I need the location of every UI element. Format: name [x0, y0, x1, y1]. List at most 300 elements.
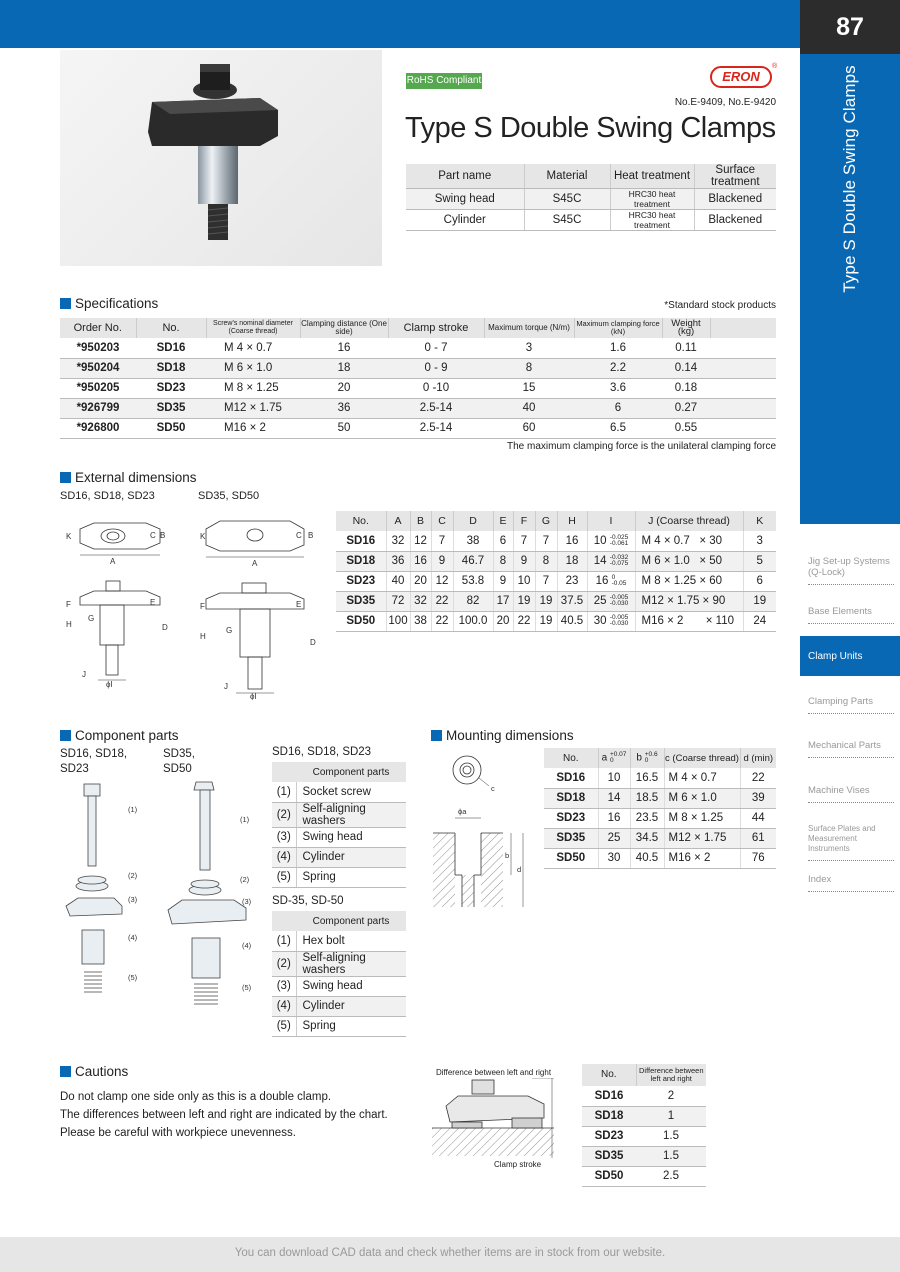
spec-cell: 36 [300, 398, 388, 418]
spec-cell: M 6 × 1.0 [206, 358, 300, 378]
comp-header: Component parts [296, 911, 406, 931]
svg-text:K: K [200, 532, 206, 541]
component-table-large [272, 911, 406, 1037]
spec-header: Order No. [60, 318, 136, 338]
clamp-stroke-label: Clamp stroke [494, 1160, 542, 1169]
table-row [272, 782, 406, 802]
mount-cell: M 4 × 0.7 [664, 768, 740, 788]
dim-cell: 23 [557, 571, 587, 591]
diff-header: No. [582, 1064, 636, 1086]
mount-header: a +0.07 0 [598, 748, 630, 768]
mount-cell: SD35 [544, 828, 598, 848]
component-table-small [272, 762, 406, 888]
external-dimensions-table [336, 511, 776, 632]
dim-cell: SD50 [336, 611, 386, 631]
external-label-large: SD35, SD50 [198, 490, 260, 502]
mount-cell: SD18 [544, 788, 598, 808]
component-table2-title: SD-35, SD-50 [272, 895, 344, 907]
comp-header: Component parts [296, 762, 406, 782]
spec-cell: 0.55 [662, 418, 710, 438]
dim-cell: 8 [535, 551, 557, 571]
table-row [336, 611, 776, 631]
mount-cell: 16.5 [630, 768, 664, 788]
material-cell: S45C [524, 210, 610, 231]
svg-text:C: C [296, 531, 302, 540]
dim-cell: 100.0 [453, 611, 493, 631]
comp-cell: (3) [272, 827, 296, 847]
table-row [336, 531, 776, 551]
table-row [272, 951, 406, 976]
dim-header: C [431, 511, 453, 531]
comp-cell: Self-aligning washers [296, 951, 406, 976]
dim-cell: 10 -0.025 -0.061 [587, 531, 635, 551]
nav-machine-vises[interactable]: Machine Vises [808, 785, 894, 803]
dim-cell: 19 [743, 591, 776, 611]
dim-cell: 19 [513, 591, 535, 611]
svg-text:b: b [505, 851, 510, 860]
mount-cell: 76 [740, 848, 776, 868]
svg-text:C: C [150, 531, 156, 540]
dim-header: No. [336, 511, 386, 531]
comp-cell: (1) [272, 931, 296, 951]
mounting-table [544, 748, 776, 869]
vertical-title: Type S Double Swing Clamps [840, 65, 859, 293]
dim-cell: 16 [410, 551, 431, 571]
table-row [272, 827, 406, 847]
material-cell: Cylinder [406, 210, 524, 231]
page-title: Type S Double Swing Clamps [405, 112, 776, 144]
svg-text:(4): (4) [128, 933, 138, 942]
external-dimension-drawing [58, 505, 330, 700]
specifications-heading: Specifications [60, 296, 158, 311]
comp-cell: (5) [272, 867, 296, 887]
dim-header: D [453, 511, 493, 531]
nav-clamping-parts[interactable]: Clamping Parts [808, 696, 894, 714]
spec-header: Maximum torque (N/m) [484, 318, 574, 338]
svg-text:A: A [252, 559, 258, 568]
spec-cell: 3 [484, 338, 574, 358]
cautions-text [60, 1088, 388, 1142]
mount-cell: 61 [740, 828, 776, 848]
external-dimensions-heading: External dimensions [60, 470, 197, 485]
dim-cell: SD35 [336, 591, 386, 611]
caution-drawing [432, 1078, 562, 1158]
svg-text:D: D [310, 638, 316, 647]
nav-surface-plates[interactable]: Surface Plates and Measurement Instruments [808, 824, 894, 861]
mounting-dimensions-heading: Mounting dimensions [431, 728, 574, 743]
mount-cell: 39 [740, 788, 776, 808]
table-row [582, 1146, 706, 1166]
mount-cell: 14 [598, 788, 630, 808]
mount-cell: 16 [598, 808, 630, 828]
table-row [336, 551, 776, 571]
spec-cell: *950204 [60, 358, 136, 378]
table-row [272, 931, 406, 951]
component-exploded-drawing [60, 780, 270, 1020]
spec-cell: 60 [484, 418, 574, 438]
dim-cell: 46.7 [453, 551, 493, 571]
nav-clamp-units[interactable]: Clamp Units [800, 636, 900, 676]
dim-cell: 20 [493, 611, 513, 631]
spec-cell: 2.2 [574, 358, 662, 378]
dim-cell: 40 [386, 571, 410, 591]
spec-footnote: The maximum clamping force is the unilateral clamping force [507, 441, 776, 452]
table-row [544, 808, 776, 828]
dim-cell: 72 [386, 591, 410, 611]
diff-cell: 1.5 [636, 1126, 706, 1146]
mount-header: b +0.6 0 [630, 748, 664, 768]
dim-cell: 18 [557, 551, 587, 571]
svg-text:(4): (4) [242, 941, 252, 950]
material-table [406, 164, 776, 231]
mount-cell: M16 × 2 [664, 848, 740, 868]
dim-cell: 14 -0.032 -0.075 [587, 551, 635, 571]
dim-cell: 22 [431, 611, 453, 631]
dim-cell: 12 [410, 531, 431, 551]
dim-cell: 53.8 [453, 571, 493, 591]
dim-cell: 32 [410, 591, 431, 611]
nav-index[interactable]: Index [808, 874, 894, 892]
svg-text:D: D [162, 623, 168, 632]
svg-text:ϕI: ϕI [106, 680, 113, 689]
diff-cell: 2 [636, 1086, 706, 1106]
nav-jig-setup[interactable]: Jig Set-up Systems (Q-Lock) [808, 556, 894, 585]
dim-cell: 22 [513, 611, 535, 631]
dim-cell: M 6 × 1.0 × 50 [635, 551, 743, 571]
material-cell: Blackened [694, 210, 776, 231]
dim-cell: 3 [743, 531, 776, 551]
spec-cell: SD50 [136, 418, 206, 438]
material-header: Material [524, 164, 610, 189]
spec-cell: 0.14 [662, 358, 710, 378]
mount-cell: 44 [740, 808, 776, 828]
mount-cell: 23.5 [630, 808, 664, 828]
mount-cell: M 8 × 1.25 [664, 808, 740, 828]
dim-cell: 9 [431, 551, 453, 571]
dim-cell: M12 × 1.75 × 90 [635, 591, 743, 611]
eron-logo: ERON [710, 66, 772, 88]
rohs-badge: RoHS Compliant [406, 73, 482, 89]
comp-cell: Cylinder [296, 847, 406, 867]
spec-header: Clamping distance (One side) [301, 319, 387, 336]
svg-text:H: H [200, 632, 206, 641]
diff-cell: SD50 [582, 1166, 636, 1186]
dim-cell: 8 [493, 551, 513, 571]
dim-cell: 22 [431, 591, 453, 611]
spec-cell: 16 [300, 338, 388, 358]
caution-line: Please be careful with workpiece unevenness. [60, 1127, 296, 1139]
spec-header: Clamp stroke [388, 318, 484, 338]
svg-text:(1): (1) [240, 815, 250, 824]
mount-header: No. [544, 748, 598, 768]
mount-cell: M12 × 1.75 [664, 828, 740, 848]
mount-cell: 25 [598, 828, 630, 848]
svg-text:(2): (2) [240, 875, 250, 884]
dim-header: G [535, 511, 557, 531]
mount-header: d (min) [740, 748, 776, 768]
comp-cell: Spring [296, 1016, 406, 1036]
spec-cell: 18 [300, 358, 388, 378]
dim-cell: 6 [743, 571, 776, 591]
dim-cell: 30 -0.005 -0.030 [587, 611, 635, 631]
comp-cell: Swing head [296, 827, 406, 847]
specifications-table [60, 318, 776, 439]
dim-cell: 25 -0.005 -0.030 [587, 591, 635, 611]
spec-cell: 0.11 [662, 338, 710, 358]
mount-cell: 40.5 [630, 848, 664, 868]
svg-text:(1): (1) [128, 805, 138, 814]
dim-cell: M 4 × 0.7 × 30 [635, 531, 743, 551]
spec-cell: M 8 × 1.25 [206, 378, 300, 398]
spec-cell: *926800 [60, 418, 136, 438]
table-row [272, 976, 406, 996]
dim-cell: 6 [493, 531, 513, 551]
spec-cell: 2.5-14 [388, 398, 484, 418]
dim-header: E [493, 511, 513, 531]
table-row [582, 1166, 706, 1186]
table-row [60, 358, 776, 378]
dim-header: F [513, 511, 535, 531]
svg-text:E: E [296, 600, 302, 609]
svg-text:H: H [66, 620, 72, 629]
spec-header: Screw's nominal diameter (Coarse thread) [206, 318, 300, 338]
dim-cell: M16 × 2 × 110 [635, 611, 743, 631]
table-row [60, 418, 776, 438]
comp-cell: (4) [272, 996, 296, 1016]
mount-header: c (Coarse thread) [664, 748, 740, 768]
table-row [544, 828, 776, 848]
dim-cell: M 8 × 1.25 × 60 [635, 571, 743, 591]
dim-header: K [743, 511, 776, 531]
table-row [582, 1106, 706, 1126]
svg-text:d: d [517, 865, 522, 874]
svg-text:B: B [160, 531, 166, 540]
table-row [60, 378, 776, 398]
spec-cell: 20 [300, 378, 388, 398]
svg-text:ϕI: ϕI [250, 692, 257, 700]
spec-header: No. [136, 318, 206, 338]
spec-cell: 8 [484, 358, 574, 378]
mount-cell: SD23 [544, 808, 598, 828]
svg-text:B: B [308, 531, 314, 540]
spec-cell: *926799 [60, 398, 136, 418]
svg-text:J: J [224, 682, 228, 691]
mount-cell: 10 [598, 768, 630, 788]
dim-cell: 7 [535, 571, 557, 591]
comp-cell: Spring [296, 867, 406, 887]
component-table1-title: SD16, SD18, SD23 [272, 746, 372, 758]
diff-cell: SD16 [582, 1086, 636, 1106]
table-row [60, 338, 776, 358]
svg-text:ϕa: ϕa [458, 807, 467, 816]
svg-text:J: J [82, 670, 86, 679]
diff-cell: 1 [636, 1106, 706, 1126]
spec-cell: 0 -10 [388, 378, 484, 398]
material-cell: HRC30 heat treatment [610, 210, 694, 231]
comp-cell: Hex bolt [296, 931, 406, 951]
table-row [336, 571, 776, 591]
part-numbers: No.E-9409, No.E-9420 [674, 97, 776, 108]
diff-cell: 2.5 [636, 1166, 706, 1186]
dim-cell: SD16 [336, 531, 386, 551]
dim-cell: 32 [386, 531, 410, 551]
mounting-drawing [431, 748, 541, 913]
mount-cell: M 6 × 1.0 [664, 788, 740, 808]
nav-base-elements[interactable]: Base Elements [808, 606, 894, 624]
dim-cell: 7 [431, 531, 453, 551]
table-row [60, 398, 776, 418]
comp-cell: Socket screw [296, 782, 406, 802]
dim-cell: 100 [386, 611, 410, 631]
comp-cell: Self-aligning washers [296, 802, 406, 827]
table-row [544, 848, 776, 868]
table-row [336, 591, 776, 611]
spec-cell: 0.18 [662, 378, 710, 398]
dim-header: A [386, 511, 410, 531]
dim-cell: 38 [410, 611, 431, 631]
spec-cell: 0.27 [662, 398, 710, 418]
top-bar [0, 0, 800, 48]
svg-text:G: G [226, 626, 233, 635]
material-header: Heat treatment [610, 164, 694, 189]
mount-cell: SD50 [544, 848, 598, 868]
dim-cell: 82 [453, 591, 493, 611]
dim-header: H [557, 511, 587, 531]
mount-cell: 34.5 [630, 828, 664, 848]
material-cell: Blackened [694, 189, 776, 210]
difference-table [582, 1064, 706, 1187]
mount-cell: SD16 [544, 768, 598, 788]
external-label-small: SD16, SD18, SD23 [60, 490, 155, 502]
caution-line: Do not clamp one side only as this is a double clamp. [60, 1091, 332, 1103]
spec-cell: M16 × 2 [206, 418, 300, 438]
spec-cell: 0 - 7 [388, 338, 484, 358]
dim-cell: 17 [493, 591, 513, 611]
component-label-large: SD35, SD50 [163, 748, 195, 775]
stock-note: *Standard stock products [664, 300, 776, 311]
spec-cell: 1.6 [574, 338, 662, 358]
dim-cell: SD23 [336, 571, 386, 591]
component-label-small: SD16, SD18, SD23 [60, 748, 128, 775]
comp-cell: Cylinder [296, 996, 406, 1016]
table-row [272, 867, 406, 887]
comp-cell: (5) [272, 1016, 296, 1036]
svg-text:(2): (2) [128, 871, 138, 880]
spec-cell: 15 [484, 378, 574, 398]
dim-cell: SD18 [336, 551, 386, 571]
comp-cell: Swing head [296, 976, 406, 996]
dim-cell: 36 [386, 551, 410, 571]
svg-text:F: F [66, 600, 71, 609]
spec-header: Maximum clamping force (kN) [574, 318, 662, 338]
spec-cell: M12 × 1.75 [206, 398, 300, 418]
table-row [272, 996, 406, 1016]
spec-cell: 3.6 [574, 378, 662, 398]
svg-text:E: E [150, 598, 156, 607]
diff-label: Difference between left and right [436, 1068, 552, 1077]
dim-cell: 40.5 [557, 611, 587, 631]
dim-cell: 16 [557, 531, 587, 551]
table-row [272, 847, 406, 867]
comp-cell: (2) [272, 802, 296, 827]
diff-cell: SD35 [582, 1146, 636, 1166]
spec-cell: SD35 [136, 398, 206, 418]
mount-cell: 18.5 [630, 788, 664, 808]
spec-cell: 50 [300, 418, 388, 438]
cautions-heading: Cautions [60, 1064, 128, 1079]
spec-cell: 40 [484, 398, 574, 418]
diff-cell: SD18 [582, 1106, 636, 1126]
dim-cell: 16 0 -0.05 [587, 571, 635, 591]
dim-cell: 12 [431, 571, 453, 591]
spec-cell: 2.5-14 [388, 418, 484, 438]
spec-cell: 6.5 [574, 418, 662, 438]
diff-cell: 1.5 [636, 1146, 706, 1166]
dim-cell: 24 [743, 611, 776, 631]
dim-cell: 5 [743, 551, 776, 571]
svg-text:(3): (3) [242, 897, 252, 906]
component-parts-heading: Component parts [60, 728, 179, 743]
svg-text:K: K [66, 532, 72, 541]
spec-cell: 0 - 9 [388, 358, 484, 378]
dim-cell: 9 [513, 551, 535, 571]
svg-text:A: A [110, 557, 116, 566]
dim-cell: 19 [535, 611, 557, 631]
table-row [544, 768, 776, 788]
spec-cell: SD18 [136, 358, 206, 378]
mount-cell: 22 [740, 768, 776, 788]
dim-header: B [410, 511, 431, 531]
dim-header: I [587, 511, 635, 531]
dim-cell: 19 [535, 591, 557, 611]
svg-text:F: F [200, 602, 205, 611]
dim-header: J (Coarse thread) [635, 511, 743, 531]
dim-cell: 37.5 [557, 591, 587, 611]
spec-cell: *950205 [60, 378, 136, 398]
dim-cell: 7 [513, 531, 535, 551]
table-row [582, 1126, 706, 1146]
dim-cell: 7 [535, 531, 557, 551]
svg-text:(5): (5) [128, 973, 138, 982]
table-row [544, 788, 776, 808]
svg-text:c: c [491, 784, 495, 793]
material-cell: S45C [524, 189, 610, 210]
svg-text:(3): (3) [128, 895, 138, 904]
diff-cell: SD23 [582, 1126, 636, 1146]
page-number: 87 [800, 0, 900, 54]
spec-cell: M 4 × 0.7 [206, 338, 300, 358]
spec-cell: SD16 [136, 338, 206, 358]
svg-text:G: G [88, 614, 95, 623]
nav-mechanical-parts[interactable]: Mechanical Parts [808, 740, 894, 758]
comp-cell: (2) [272, 951, 296, 976]
material-header: Surface treatment [694, 164, 776, 189]
caution-line: The differences between left and right are indicated by the chart. [60, 1109, 388, 1121]
product-photo [60, 50, 382, 266]
spec-header: Weight (kg) [662, 318, 710, 338]
material-cell: Swing head [406, 189, 524, 210]
table-row [582, 1086, 706, 1106]
footer-note: You can download CAD data and check whether items are in stock from our website. [0, 1237, 900, 1272]
spec-cell: *950203 [60, 338, 136, 358]
dim-cell: 9 [493, 571, 513, 591]
dim-cell: 10 [513, 571, 535, 591]
registered-mark: ® [772, 63, 778, 70]
material-header: Part name [406, 164, 524, 189]
diff-header: Difference between left and right [636, 1064, 706, 1086]
mount-cell: 30 [598, 848, 630, 868]
dim-cell: 20 [410, 571, 431, 591]
